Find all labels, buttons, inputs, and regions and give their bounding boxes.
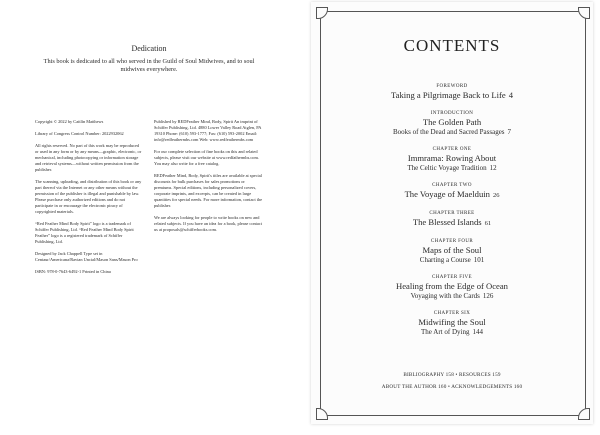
toc-page-number: 12 [489,164,497,172]
toc-entry-subtitle [311,328,593,337]
toc-entry [311,147,593,173]
toc-page-number: 126 [482,292,494,300]
toc-page-number: 7 [507,128,512,136]
toc-page-number: 101 [473,256,485,264]
toc-entry [311,311,593,337]
copyright-column-left [35,119,143,281]
toc-entry-title [311,217,593,229]
toc-title-text: Taking a Pilgrimage Back to Life [391,90,506,100]
toc-subtitle-text: Charting a Course [419,256,471,264]
copyright-paragraph: The scanning, uploading, and distribution of this book or any part thereof via the Internet or any other means without the permission of the publisher is illegal and punishable by law. Please purchase only authorized editions and do not participate in or encourage the electronic piracy of copyrighted materials. [35,179,142,214]
back-matter [311,369,593,393]
copyright-paragraph: Library of Congress Control Number: 2022932062 [35,131,124,136]
toc-subtitle-text: The Art of Dying [421,328,470,336]
copyright-paragraph: “Red Feather Mind Body Spirit” logo is a trademark of Schiffer Publishing, Ltd. “Red Feather Mind Body Spirit Feather” logo is a registered trademark of Schiffer Publishing, Ltd. [35,221,134,244]
toc-entry-title: The Golden Path [422,117,482,127]
toc-entry-label: CHAPTER SIX [433,311,471,316]
toc-page-number: 4 [508,90,513,100]
toc-entry [311,183,593,201]
copyright-page [8,18,290,428]
toc-entry-label: CHAPTER FOUR [430,239,474,244]
contents-title: CONTENTS [403,36,501,55]
table-of-contents [311,74,593,337]
publisher-paragraph: REDFeather Mind, Body, Spirit's titles are available at special discounts for bulk purchases for sales promotions or premiums. Special editions, including personalized covers, corporate imprints, and excerpts, can be created in large quantities for special needs. For more information, contact the publisher. [154,173,263,208]
toc-entry-title: Healing from the Edge of Ocean [396,281,508,291]
toc-entry-subtitle [311,256,593,265]
publisher-paragraph: Published by REDFeather Mind, Body, Spirit An imprint of Schiffer Publishing, Ltd. 4880 Lower Valley Road Atglen, PA 19310 Phone: (610) 593-1777; Fax: (610) 593-2002 Email: info@redfeathermbs.com Web: www.redfeathermbs.com [154,119,262,142]
toc-title-text: The Voyage of Maelduin [404,189,490,199]
toc-entry-title [311,189,593,201]
toc-entry-label: FOREWORD [436,84,468,89]
toc-title-text: The Blessed Islands [412,217,482,227]
toc-entry-title: Immrama: Rowing About [407,153,497,163]
dedication-title: Dedication [131,44,167,53]
back-matter-line: ABOUT THE AUTHOR 160 • ACKNOWLEDGEMENTS 160 [381,384,523,390]
toc-subtitle-text: Books of the Dead and Sacred Passages [392,128,505,136]
copyright-paragraph: ISBN: 978-0-7643-6492-1 Printed in China [35,269,111,274]
toc-entry-subtitle [311,164,593,173]
dedication-text: This book is dedicated to all who served in the Guild of Soul Midwives, and to soul midwives everywhere. [43,58,255,73]
toc-entry [311,275,593,301]
toc-page-number: 26 [492,192,500,199]
toc-entry-title [311,90,593,101]
toc-entry-label: CHAPTER TWO [432,183,472,188]
toc-page-number: 144 [472,328,483,336]
toc-entry [311,239,593,265]
toc-entry-label: CHAPTER FIVE [432,275,472,280]
toc-subtitle-text: Voyaging with the Cards [410,292,480,300]
toc-entry [311,211,593,229]
toc-entry-label: CHAPTER ONE [432,147,472,152]
copyright-paragraph: All rights reserved. No part of this work may be reproduced or used in any form or by any means—graphic, electronic, or mechanical, including photocopying or information storage and retrieval systems—without written permission from the publisher. [35,143,142,172]
toc-entry-label: CHAPTER THREE [429,211,475,216]
publisher-paragraph: For our complete selection of fine books on this and related subjects, please visit our website at www.redfathermbs.com. You may also write for a free catalog. [154,149,259,166]
copyright-paragraph: Copyright © 2022 by Caitlín Matthews [35,119,104,124]
frame-corner [316,408,328,420]
toc-entry-title: Midwifing the Soul [418,317,486,327]
copyright-paragraph: Designed by Jack Chappell Type set in Centaur/Americana/Ravian Uncial/Mason Sans/Mason Pro [35,251,138,262]
toc-entry-title: Maps of the Soul [422,245,482,255]
toc-entry-label: INTRODUCTION [430,111,474,116]
back-matter-line: BIBLIOGRAPHY 158 • RESOURCES 159 [403,372,501,378]
contents-page [311,2,593,424]
toc-entry [311,111,593,137]
toc-page-number: 61 [484,220,492,227]
frame-corner [578,7,590,19]
dedication-block [38,44,260,74]
toc-subtitle-text: The Celtic Voyage Tradition [407,164,487,172]
publisher-paragraph: We are always looking for people to write books on new and related subjects. If you have an idea for a book, please contact us at proposals@schifferbooks.com. [154,215,262,232]
toc-entry [311,84,593,101]
publisher-column-right [154,119,264,239]
toc-entry-subtitle [311,292,593,301]
toc-entry-subtitle [311,128,593,137]
